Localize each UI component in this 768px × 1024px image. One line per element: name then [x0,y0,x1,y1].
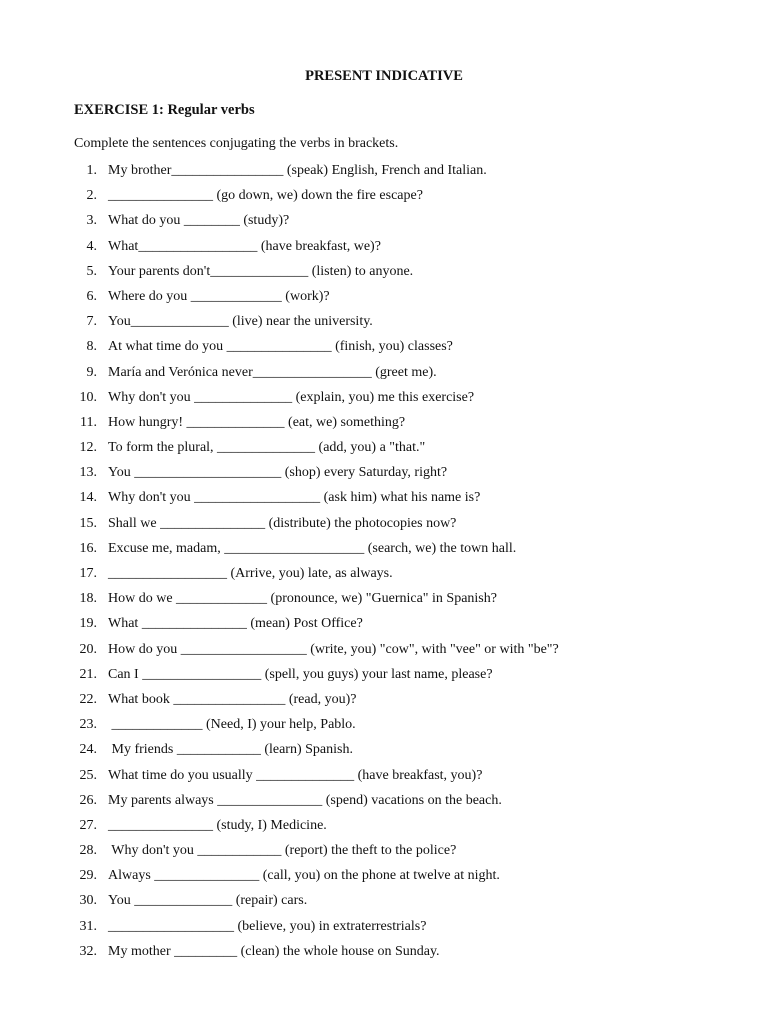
item-sentence: What _______________ (mean) Post Office? [108,616,363,632]
item-number: 27. [79,817,97,833]
exercise-item [0,662,768,687]
exercise-item [0,586,768,611]
item-sentence: You______________ (live) near the university. [108,314,373,330]
exercise-list [0,158,768,964]
item-sentence: _______________ (study, I) Medicine. [108,817,327,833]
item-number: 7. [86,314,97,330]
item-number: 28. [79,843,97,859]
item-sentence: _______________ (go down, we) down the fire escape? [108,188,423,204]
item-number: 6. [86,288,97,304]
item-number: 18. [79,591,97,607]
exercise-item [0,939,768,964]
item-number: 5. [86,263,97,279]
exercise-item [0,536,768,561]
item-sentence: What time do you usually ______________ (have breakfast, you)? [108,767,483,783]
item-number: 31. [79,918,97,934]
item-sentence: You ______________ (repair) cars. [108,893,308,909]
item-number: 25. [79,767,97,783]
exercise-item [0,763,768,788]
item-sentence: At what time do you _______________ (finish, you) classes? [108,339,453,355]
exercise-item [0,712,768,737]
item-sentence: What do you ________ (study)? [108,213,290,229]
item-sentence: Where do you _____________ (work)? [108,288,330,304]
item-sentence: Why don't you ____________ (report) the theft to the police? [108,843,457,859]
item-number: 1. [86,163,97,178]
item-sentence: Excuse me, madam, ____________________ (search, we) the town hall. [108,540,517,556]
exercise-item [0,259,768,284]
item-number: 9. [86,364,97,380]
item-number: 3. [86,213,97,229]
item-sentence: Why don't you ______________ (explain, you) me this exercise? [108,389,475,405]
item-sentence: How hungry! ______________ (eat, we) something? [108,414,406,430]
item-sentence: Always _______________ (call, you) on the phone at twelve at night. [108,868,500,884]
exercise-item [0,737,768,762]
item-sentence: Can I _________________ (spell, you guys) your last name, please? [108,666,493,682]
item-number: 21. [79,666,97,682]
exercise-item [0,410,768,435]
item-number: 8. [86,339,97,355]
exercise-item [0,208,768,233]
exercise-item [0,863,768,888]
item-sentence: What_________________ (have breakfast, we)? [108,238,381,254]
item-number: 15. [79,515,97,531]
page-title: PRESENT INDICATIVE [305,68,463,84]
item-sentence: __________________ (believe, you) in extraterrestrials? [108,918,427,934]
item-number: 13. [79,465,97,481]
item-number: 23. [79,717,97,733]
item-number: 11. [80,414,97,430]
item-sentence: Your parents don't______________ (listen) to anyone. [108,263,414,279]
item-sentence: María and Verónica never_________________ (greet me). [108,364,437,380]
exercise-item [0,838,768,863]
item-sentence: My brother________________ (speak) English, French and Italian. [108,163,487,178]
exercise-item [0,158,768,183]
item-number: 22. [79,691,97,707]
item-number: 26. [79,792,97,808]
exercise-item [0,788,768,813]
exercise-item [0,888,768,913]
exercise-item [0,334,768,359]
item-number: 4. [86,238,97,254]
exercise-item [0,284,768,309]
item-number: 16. [79,540,97,556]
instructions: Complete the sentences conjugating the verbs in brackets. [74,136,399,151]
item-sentence: To form the plural, ______________ (add, you) a "that." [108,440,426,456]
item-sentence: My mother _________ (clean) the whole house on Sunday. [108,943,440,959]
exercise-item [0,183,768,208]
item-sentence: You _____________________ (shop) every Saturday, right? [108,465,448,481]
item-number: 17. [79,566,97,581]
exercise-item [0,360,768,385]
exercise-item [0,813,768,838]
exercise-item [0,385,768,410]
exercise-item [0,687,768,712]
item-number: 29. [79,868,97,884]
item-number: 2. [86,188,97,204]
item-number: 24. [79,742,97,758]
item-sentence: What book ________________ (read, you)? [108,691,357,707]
exercise-item [0,234,768,259]
item-sentence: My parents always _______________ (spend) vacations on the beach. [108,792,502,808]
exercise-item [0,485,768,510]
exercise-item [0,914,768,939]
item-number: 32. [79,943,97,959]
item-sentence: _________________ (Arrive, you) late, as always. [108,566,393,581]
item-number: 20. [79,641,97,657]
exercise-item [0,435,768,460]
item-number: 30. [79,893,97,909]
exercise-item [0,611,768,636]
item-number: 10. [79,389,97,405]
item-sentence: Shall we _______________ (distribute) the photocopies now? [108,515,457,531]
item-sentence: How do you __________________ (write, you) "cow", with "vee" or with "be"? [108,641,559,657]
item-sentence: How do we _____________ (pronounce, we) "Guernica" in Spanish? [108,591,497,607]
exercise-item [0,511,768,536]
item-sentence: _____________ (Need, I) your help, Pablo. [108,717,356,733]
exercise-item [0,637,768,662]
item-number: 12. [79,440,97,456]
exercise-heading: EXERCISE 1: Regular verbs [74,102,255,118]
item-sentence: Why don't you __________________ (ask him) what his name is? [108,490,481,506]
item-sentence: My friends ____________ (learn) Spanish. [108,742,353,758]
item-number: 19. [79,616,97,632]
exercise-item [0,309,768,334]
exercise-item [0,460,768,485]
exercise-item [0,561,768,586]
item-number: 14. [79,490,97,506]
